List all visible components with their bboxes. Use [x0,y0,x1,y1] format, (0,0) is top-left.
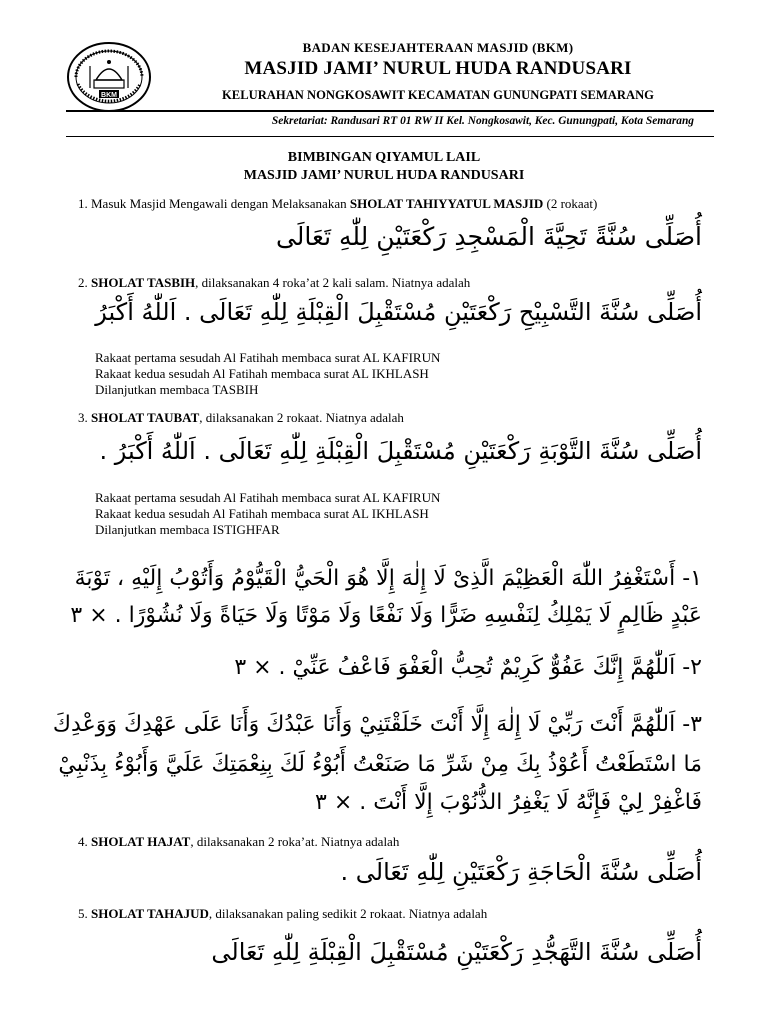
note-line: Rakaat pertama sesudah Al Fatihah membaca surat AL KAFIRUN [95,490,441,505]
item-1-heading [78,196,597,212]
item-desc: , dilaksanakan 4 roka’at 2 kali salam. Niatnya adalah [195,275,471,290]
niat-tahajud: أُصَلِّى سُنَّةَ التَّهَجُّدِ رَكْعَتَيْنِ مُسْتَقْبِلَ الْقِبْلَةِ لِلّٰهِ تَعَالَى [211,938,702,966]
note-line: Rakaat pertama sesudah Al Fatihah membaca surat AL KAFIRUN [95,350,441,365]
item-prefix: Masuk Masjid Mengawali dengan Melaksanakan [91,196,350,211]
header-rule-top [66,110,714,112]
item-desc: , dilaksanakan 2 roka’at. Niatnya adalah [190,834,400,849]
item-number: 3. [78,410,88,425]
header-rule-bottom [66,136,714,137]
istighfar-line: فَاغْفِرْ لِيْ فَإِنَّهُ لَا يَغْفِرُ الذُّنُوْبَ إِلَّا أَنْتَ . × ٣ [315,790,702,815]
mosque-address: KELURAHAN NONGKOSAWIT KECAMATAN GUNUNGPATI SEMARANG [222,88,654,102]
istighfar-line: ٢- اَللّٰهُمَّ إِنَّكَ عَفُوٌّ كَرِيْمٌ تُحِبُّ الْعَفْوَ فَاعْفُ عَنِّيْ . × ٣ [234,655,702,680]
prayer-name: SHOLAT TASBIH [91,275,196,290]
prayer-name: SHOLAT TAHAJUD [91,906,209,921]
item-desc: , dilaksanakan paling sedikit 2 rokaat. Niatnya adalah [208,906,488,921]
item-number: 4. [78,834,88,849]
document-title: BIMBINGAN QIYAMUL LAIL [287,150,481,165]
niat-taubat: أُصَلِّى سُنَّةَ التَّوْبَةِ رَكْعَتَيْنِ مُسْتَقْبِلَ الْقِبْلَةِ لِلّٰهِ تَعَالَى . اَللّٰهُ أَكْبَرُ . [99,437,702,465]
item-number: 1. [78,196,88,211]
prayer-name: SHOLAT HAJAT [91,834,191,849]
prayer-name: SHOLAT TAUBAT [91,410,200,425]
org-name: BADAN KESEJAHTERAAN MASJID (BKM) [302,40,574,55]
document-subtitle: MASJID JAMI’ NURUL HUDA RANDUSARI [243,168,525,183]
item-2-heading [78,275,470,291]
item-desc: , dilaksanakan 2 rokaat. Niatnya adalah [199,410,404,425]
niat-hajat: أُصَلِّى سُنَّةَ الْحَاجَةِ رَكْعَتَيْنِ لِلّٰهِ تَعَالَى . [340,858,702,886]
item-5-heading [78,906,487,922]
item-number: 5. [78,906,88,921]
item-3-heading [78,410,404,426]
istighfar-line: ٣- اَللّٰهُمَّ أَنْتَ رَبِّيْ لَا إِلٰهَ إِلَّا أَنْتَ خَلَقْتَنِيْ وَأَنَا عَبْدُكَ وَأَنَا عَلَى عَهْدِكَ وَوَعْدِكَ [52,712,702,737]
mosque-seal-icon [66,40,152,114]
secretariat: Sekretariat: Randusari RT 01 RW II Kel. Nongkosawit, Kec. Gunungpati, Kota Semarang [271,115,694,127]
istighfar-line: مَا اسْتَطَعْتُ أَعُوْذُ بِكَ مِنْ شَرِّ مَا صَنَعْتُ أَبُوْءُ لَكَ بِنِعْمَتِكَ عَلَيَّ وَأَبُوْءُ بِذَنْبِيْ [58,752,702,777]
niat-tahiyyatul-masjid: أُصَلِّى سُنَّةً تَحِيَّةَ الْمَسْجِدِ رَكْعَتَيْنِ لِلّٰهِ تَعَالَى [275,222,702,251]
item-number: 2. [78,275,88,290]
note-line: Dilanjutkan membaca TASBIH [95,382,259,397]
note-line: Rakaat kedua sesudah Al Fatihah membaca surat AL IKHLASH [95,366,429,381]
istighfar-line: عَبْدٍ ظَالِمٍ لَا يَمْلِكُ لِنَفْسِهِ ضَرًّا وَلَا نَفْعًا وَلَا مَوْتًا وَلَا حَيَاةً وَلَا نُشُوْرًا . × ٣ [70,603,702,628]
note-line: Rakaat kedua sesudah Al Fatihah membaca surat AL IKHLASH [95,506,429,521]
note-line: Dilanjutkan membaca ISTIGHFAR [95,522,280,537]
niat-tasbih: أُصَلِّى سُنَّةَ التَّسْبِيْحِ رَكْعَتَيْنِ مُسْتَقْبِلَ الْقِبْلَةِ لِلّٰهِ تَعَالَى . اَللّٰهُ أَكْبَرُ [95,298,702,326]
item-desc: (2 rokaat) [543,196,598,211]
prayer-name: SHOLAT TAHIYYATUL MASJID [349,196,544,211]
mosque-name: MASJID JAMI’ NURUL HUDA RANDUSARI [244,58,632,79]
item-4-heading [78,834,399,850]
logo-label: BKM [101,92,117,99]
istighfar-line: ١- أَسْتَغْفِرُ اللّٰهَ الْعَظِيْمَ الَّذِىْ لَا إِلٰهَ إِلَّا هُوَ الْحَيُّ الْقَيُّوْمُ وَأَتُوْبُ إِلَيْهِ ، تَوْبَةَ [74,566,702,591]
